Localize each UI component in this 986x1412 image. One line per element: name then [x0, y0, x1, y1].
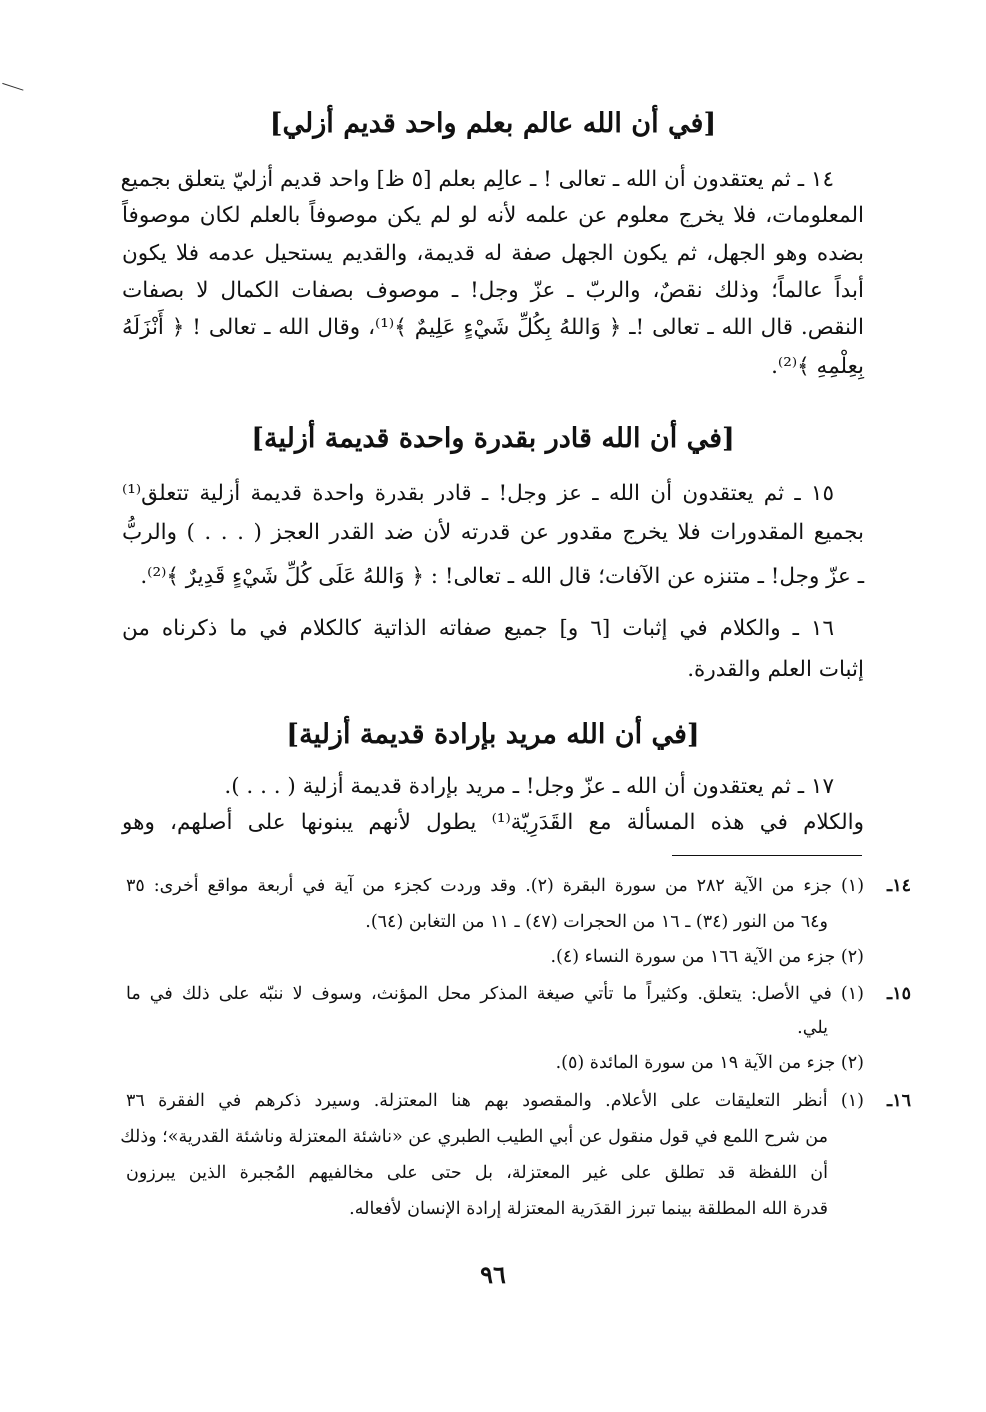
- footnote-number: ١٤ـ: [887, 876, 911, 896]
- paragraph-line: ١٦ ـ والكلام في إثبات [٦ و] جميع صفاته الذاتية كالكلام في ما ذكرناه من: [122, 616, 834, 641]
- footnote-line: (١) أنظر التعليقات على الأعلام. والمقصود بهم هنا المعتزلة. وسيرد ذكرهم في الفقرة ٣٦: [126, 1091, 864, 1111]
- footnote-divider: [672, 855, 862, 856]
- footnote-line: قدرة الله المطلقة بينما تبرز القدَرية المعتزلة إرادة الإنسان لأفعاله.: [349, 1199, 828, 1219]
- page-number: ٩٦: [480, 1260, 506, 1289]
- paragraph-line: أبداً عالماً؛ وذلك نقصٌ، والربّ ـ عزّ وجل! ـ موصوف بصفات الكمال لا بصفات: [122, 278, 864, 303]
- footnote-number: ١٥ـ: [887, 984, 911, 1004]
- footnote-line: من شرح اللمع في قول منقول عن أبي الطيب الطبري عن «ناشئة المعتزلة وناشئة القدرية»؛ وذلك: [120, 1127, 828, 1147]
- paragraph-line: بِعِلْمِهِ ﴾⁽²⁾.: [771, 354, 864, 379]
- paragraph-line: المعلومات، فلا يخرج معلوم عن علمه لأنه لو لم يكن موصوفاً بالعلم لكان موصوفاً: [122, 203, 864, 228]
- section-heading-power: [في أن الله قادر بقدرة واحدة قديمة أزلية]: [251, 423, 735, 454]
- paragraph-line: ١٤ ـ ثم يعتقدون أن الله ـ تعالى ! ـ عالِم بعلم [٥ ظ] واحد قديم أزليّ يتعلق بجميع: [120, 167, 834, 192]
- footnote-line: و٦٤ من النور (٣٤) ـ ١٦ من الحجرات (٤٧) ـ ١١ من التغابن (٦٤).: [365, 912, 828, 932]
- footnote-line: يلي.: [797, 1018, 828, 1038]
- footnote-line: (٢) جزء من الآية ١٩ من سورة المائدة (٥).: [555, 1053, 864, 1073]
- footnote-line: (٢) جزء من الآية ١٦٦ من سورة النساء (٤).: [550, 947, 864, 967]
- section-heading-will: [في أن الله مريد بإرادة قديمة أزلية]: [286, 719, 700, 750]
- footnote-line: (١) في الأصل: يتعلق. وكثيراً ما تأتي صيغة المذكر محل المؤنث، وسوف لا ننبّه على ذلك في ما: [126, 984, 864, 1004]
- paragraph-line: بضده وهو الجهل، ثم يكون الجهل صفة له قديمة، والقديم يستحيل عدمه فلا يكون: [122, 241, 864, 266]
- paragraph-line: ١٧ ـ ثم يعتقدون أن الله ـ عزّ وجل! ـ مريد بإرادة قديمة أزلية ( . . . ).: [224, 774, 834, 799]
- paragraph-line: إثبات العلم والقدرة.: [687, 657, 864, 682]
- paragraph-line: والكلام في هذه المسألة مع القَدَرِيّة⁽¹⁾ يطول لأنهم يبنونها على أصلهم، وهو: [122, 810, 864, 835]
- footnote-number: ١٦ـ: [887, 1091, 911, 1111]
- footnote-line: أن اللفظة قد تطلق على غير المعتزلة، بل حتى على مخالفيهم المُجبرة الذين يبرزون: [126, 1163, 828, 1183]
- paragraph-line: بجميع المقدورات فلا يخرج مقدور عن قدرته لأن ضد القدر العجز ( . . . ) والربُّ: [122, 520, 864, 545]
- paragraph-line: النقص. قال الله ـ تعالى !ـ ﴿ وَاللهُ بِكُلِّ شَيْءٍ عَلِيمٌ ﴾⁽¹⁾، وقال الله ـ تعالى ! ﴿ أَنْزَلَهُ: [122, 315, 864, 340]
- paragraph-line: ١٥ ـ ثم يعتقدون أن الله ـ عز وجل! ـ قادر بقدرة واحدة قديمة أزلية تتعلق⁽¹⁾: [122, 481, 834, 506]
- footnote-line: (١) جزء من الآية ٢٨٢ من سورة البقرة (٢). وقد وردت كجزء من آية في أربعة مواقع أخرى: ٣٥: [126, 876, 865, 896]
- paragraph-line: ـ عزّ وجل! ـ متنزه عن الآفات؛ قال الله ـ تعالى! : ﴿ وَاللهُ عَلَى كُلِّ شَيْءٍ قَدِيرٌ ﴾⁽²⁾.: [140, 564, 864, 589]
- section-heading-knowledge: [في أن الله عالم بعلم واحد قديم أزلي]: [269, 108, 717, 139]
- scan-mark: [0, 83, 23, 102]
